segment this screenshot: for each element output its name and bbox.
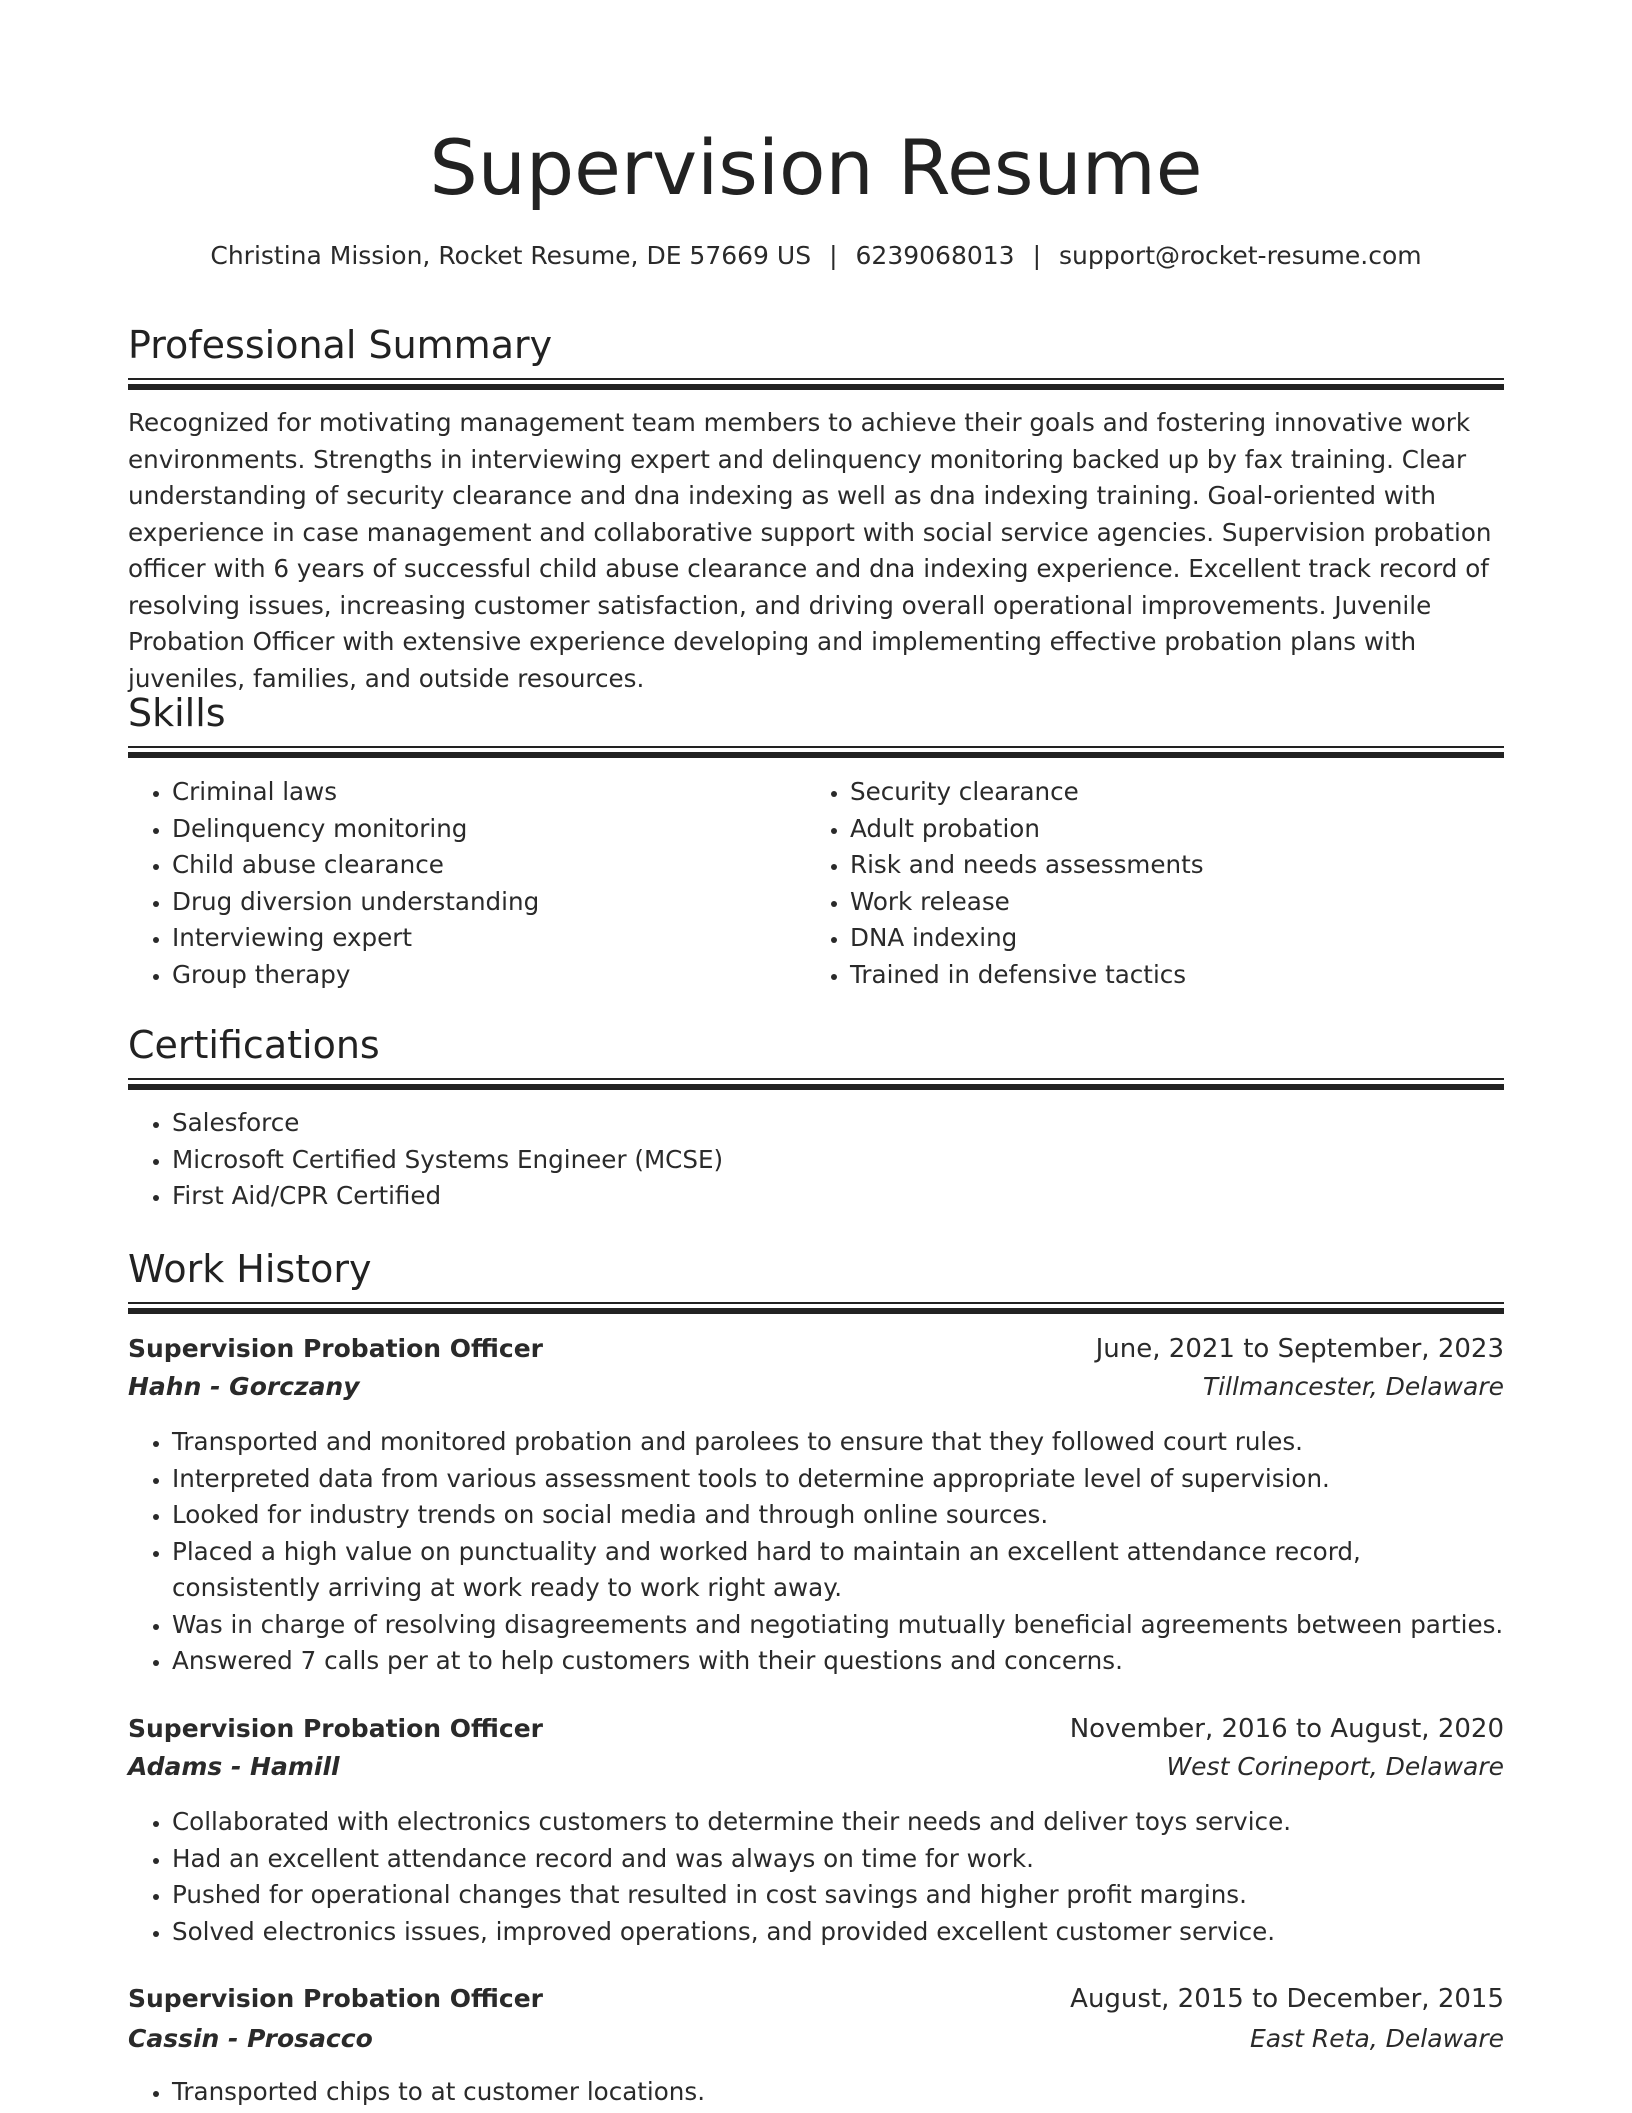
skill-item: • Adult probation	[850, 811, 1490, 848]
contact-email: support@rocket-resume.com	[1059, 241, 1422, 270]
job-bullet: • Answered 7 calls per at to help customers with their questions and concerns.	[172, 1643, 1504, 1680]
job-dates: August, 2015 to December, 2015	[1070, 1984, 1504, 2014]
section-heading-skills: Skills	[128, 691, 226, 735]
job-bullet: • Was in charge of resolving disagreements and negotiating mutually beneficial agreements between parties.	[172, 1607, 1504, 1644]
job-bullet: • Transported chips to at customer locations.	[172, 2074, 1504, 2111]
skill-item: • Work release	[850, 884, 1490, 921]
job-bullet: • Collaborated with electronics customers to determine their needs and deliver toys service.	[172, 1804, 1504, 1841]
skills-list-left	[128, 774, 812, 993]
contact-phone: 6239068013	[855, 241, 1015, 270]
skill-item: • Security clearance	[850, 774, 1490, 811]
job-bullets	[128, 1804, 1504, 1950]
resume-title: Supervision Resume	[429, 123, 1203, 212]
certifications-list	[128, 1105, 1504, 1215]
job-company: Adams - Hamill	[128, 1752, 340, 1781]
job-bullets	[128, 1424, 1504, 1680]
skills-list-right	[806, 774, 1490, 993]
certification-item: • Salesforce	[172, 1105, 1504, 1142]
section-heading-work-history: Work History	[128, 1247, 372, 1291]
skill-item: • Trained in defensive tactics	[850, 957, 1490, 994]
section-divider	[128, 378, 1504, 390]
certification-item: • Microsoft Certified Systems Engineer (MCSE)	[172, 1142, 1504, 1179]
job-location: Tillmancester, Delaware	[1202, 1372, 1504, 1401]
contact-line	[128, 238, 1504, 274]
section-heading-summary: Professional Summary	[128, 323, 553, 367]
job-dates: June, 2021 to September, 2023	[1095, 1334, 1504, 1364]
job-bullet: • Placed a high value on punctuality and worked hard to maintain an excellent attendance record, consistently arriving at work ready to work right away.	[172, 1534, 1504, 1607]
job-location: West Corineport, Delaware	[1166, 1752, 1504, 1781]
job-bullets	[128, 2074, 1504, 2111]
job-title: Supervision Probation Officer	[128, 1984, 544, 2013]
skill-item: • Group therapy	[172, 957, 812, 994]
job-location: East Reta, Delaware	[1250, 2024, 1504, 2053]
job-bullet: • Solved electronics issues, improved operations, and provided excellent customer service.	[172, 1914, 1504, 1951]
section-divider	[128, 1078, 1504, 1090]
job-bullet: • Pushed for operational changes that resulted in cost savings and higher profit margins.	[172, 1877, 1504, 1914]
skill-item: • Delinquency monitoring	[172, 811, 812, 848]
job-title: Supervision Probation Officer	[128, 1334, 544, 1363]
skill-item: • Drug diversion understanding	[172, 884, 812, 921]
job-title: Supervision Probation Officer	[128, 1714, 544, 1743]
contact-separator: |	[829, 241, 838, 270]
job-bullet: • Had an excellent attendance record and was always on time for work.	[172, 1841, 1504, 1878]
skill-item: • Interviewing expert	[172, 920, 812, 957]
skill-item: • Risk and needs assessments	[850, 847, 1490, 884]
contact-separator: |	[1032, 241, 1042, 270]
job-bullet: • Transported and monitored probation and parolees to ensure that they followed court rules.	[172, 1424, 1504, 1461]
job-company: Cassin - Prosacco	[128, 2024, 373, 2053]
section-heading-certifications: Certifications	[128, 1023, 380, 1067]
skill-item: • Criminal laws	[172, 774, 812, 811]
skill-item: • Child abuse clearance	[172, 847, 812, 884]
job-dates: November, 2016 to August, 2020	[1069, 1714, 1504, 1744]
certification-item: • First Aid/CPR Certified	[172, 1178, 1504, 1215]
summary-text: Recognized for motivating management team members to achieve their goals and fostering innovative work environments. Strengths in interviewing expert and delinquency monitoring backed up by fax training. Clear understanding of security clearance and dna indexing as well as dna indexing training. Goal-oriented with experience in case management and collaborative support with social service agencies. Supervision probation officer with 6 years of successful child abuse clearance and dna indexing experience. Excellent track record of resolving issues, increasing customer satisfaction, and driving overall operational improvements. Juvenile Probation Officer with extensive experience developing and implementing effective probation plans with juveniles, families, and outside resources.	[128, 408, 1492, 693]
skill-item: • DNA indexing	[850, 920, 1490, 957]
job-company: Hahn - Gorczany	[128, 1372, 360, 1401]
section-divider	[128, 746, 1504, 758]
section-divider	[128, 1302, 1504, 1314]
job-bullet: • Looked for industry trends on social media and through online sources.	[172, 1497, 1504, 1534]
contact-address: Christina Mission, Rocket Resume, DE 57669 US	[210, 241, 812, 270]
job-bullet: • Interpreted data from various assessment tools to determine appropriate level of supervision.	[172, 1461, 1504, 1498]
